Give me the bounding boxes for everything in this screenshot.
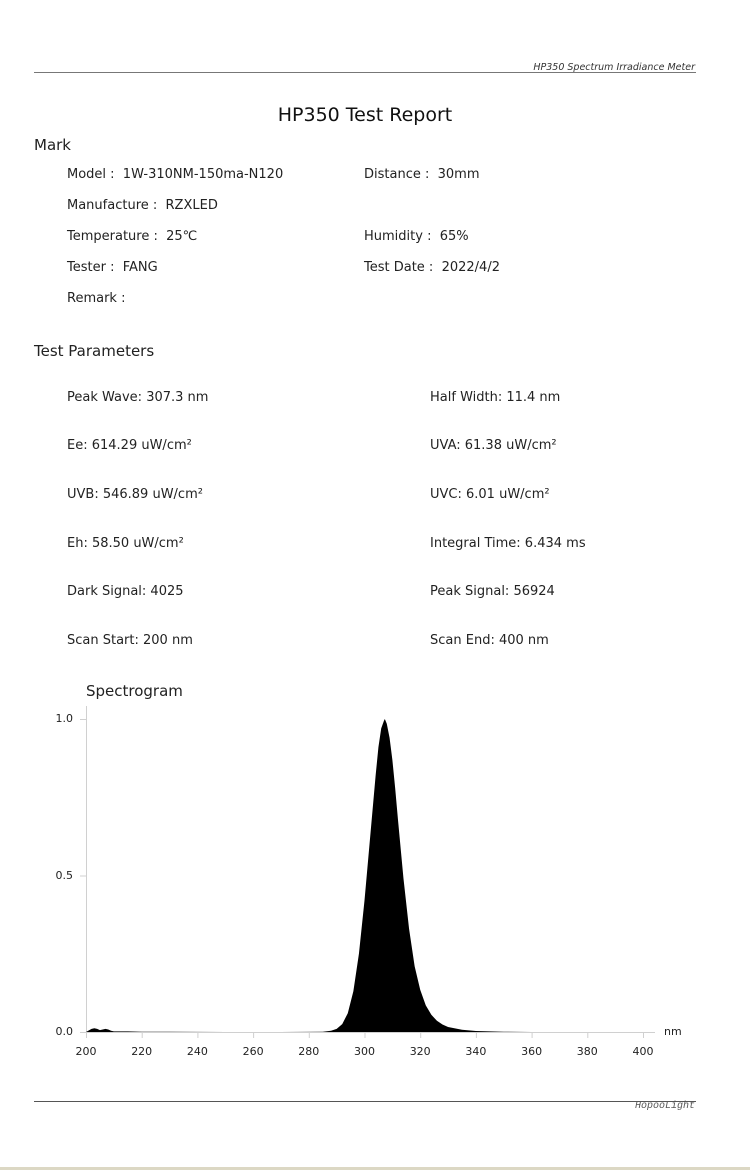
x-tick-label: 380 xyxy=(576,1045,598,1058)
spectrogram-title: Spectrogram xyxy=(86,682,183,700)
x-tick-label: 240 xyxy=(186,1045,208,1058)
ee-value: Ee: 614.29 uW/cm² xyxy=(67,438,192,453)
spectrum-area xyxy=(86,719,643,1032)
scan-end-value: Scan End: 400 nm xyxy=(430,633,549,648)
uvb-value: UVB: 546.89 uW/cm² xyxy=(67,487,203,502)
eh-value: Eh: 58.50 uW/cm² xyxy=(67,536,184,551)
temperature-field: Temperature : 25℃ xyxy=(67,229,198,244)
distance-field: Distance : 30mm xyxy=(364,167,480,182)
x-tick-label: 400 xyxy=(632,1045,654,1058)
dark-signal-value: Dark Signal: 4025 xyxy=(67,584,184,599)
x-tick-label: 200 xyxy=(75,1045,97,1058)
x-tick-label: 220 xyxy=(131,1045,153,1058)
humidity-field: Humidity : 65% xyxy=(364,229,469,244)
integral-time-value: Integral Time: 6.434 ms xyxy=(430,536,586,551)
y-tick-label: 1.0 xyxy=(55,712,73,725)
tester-field: Tester : FANG xyxy=(67,260,158,275)
model-field: Model : 1W-310NM-150ma-N120 xyxy=(67,167,284,182)
mark-section-title: Mark xyxy=(34,136,71,154)
report-title: HP350 Test Report xyxy=(277,104,453,126)
x-tick-label: 340 xyxy=(465,1045,487,1058)
y-tick-label: 0.0 xyxy=(55,1025,73,1038)
peak-wave-value: Peak Wave: 307.3 nm xyxy=(67,390,209,405)
y-tick-label: 0.5 xyxy=(55,868,73,882)
x-tick-label: 300 xyxy=(354,1045,375,1058)
meter-name-header: HP350 Spectrum Irradiance Meter xyxy=(533,62,695,73)
manufacture-field: Manufacture : RZXLED xyxy=(67,198,218,213)
x-tick-label: 320 xyxy=(409,1045,431,1058)
test-date-field: Test Date : 2022/4/2 xyxy=(364,260,500,275)
peak-signal-value: Peak Signal: 56924 xyxy=(430,584,555,599)
x-axis-unit: nm xyxy=(664,1025,682,1038)
footer-brand: HopooLight xyxy=(634,1101,695,1112)
x-tick-label: 360 xyxy=(521,1045,543,1058)
footer-rule xyxy=(34,1101,696,1102)
x-tick-label: 280 xyxy=(298,1045,320,1058)
scan-start-value: Scan Start: 200 nm xyxy=(67,633,193,648)
parameters-section-title: Test Parameters xyxy=(34,342,155,360)
half-width-value: Half Width: 11.4 nm xyxy=(430,390,561,405)
uvc-value: UVC: 6.01 uW/cm² xyxy=(430,487,550,502)
uva-value: UVA: 61.38 uW/cm² xyxy=(430,438,557,453)
remark-field: Remark : xyxy=(67,291,126,306)
x-tick-label: 260 xyxy=(242,1045,264,1058)
